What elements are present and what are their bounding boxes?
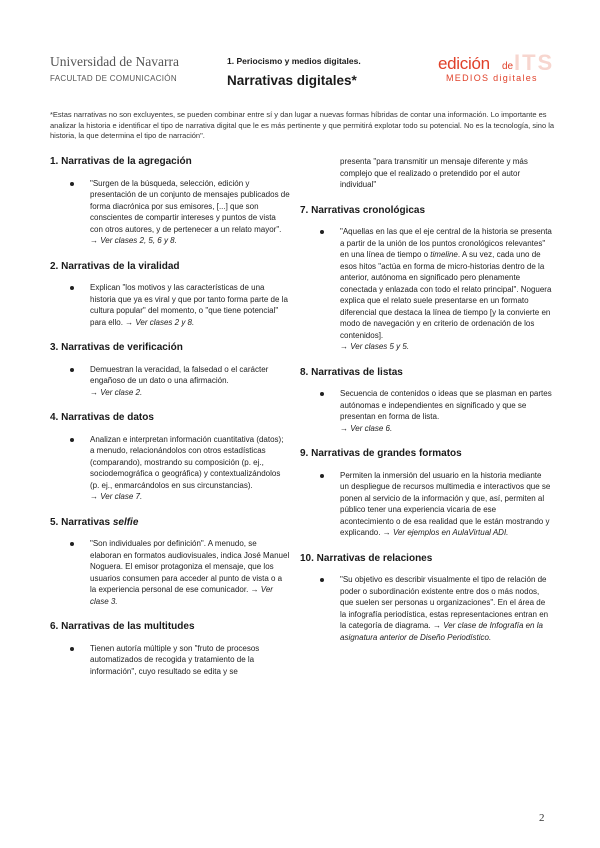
- section-ref: → Ver clases 2, 5, 6 y 8.: [90, 236, 177, 245]
- section-text: Permiten la inmersión del usuario en la historia mediante un despliegue de recursos multimedia e interactivos que se ponen al servicio de la información y que, así, permiten al público tener una experiencia vicaria de ese acontecimiento o de esa realidad que le están mostrando y explicando.: [340, 470, 551, 537]
- section-title-multitudes: 6. Narrativas de las multitudes: [50, 621, 195, 632]
- section-title-verificacion: 3. Narrativas de verificación: [50, 342, 183, 353]
- section-item-relaciones: [300, 574, 552, 643]
- section-title-viralidad: 2. Narrativas de la viralidad: [50, 260, 180, 272]
- section-text: Demuestran la veracidad, la falsedad o el carácter engañoso de un dato o una afirmación.: [90, 364, 269, 385]
- section-item-selfie: [50, 538, 290, 607]
- section-item-grandes-formatos: [300, 470, 552, 539]
- logo-de-text: de: [502, 61, 514, 72]
- section-item-verificacion: [50, 364, 290, 399]
- section-text-b: . A su vez, cada uno de esos hitos "actúa en forma de micro-historias dentro de la anterior, autónoma en significado pero plenamente conectada y enlazada con todo el relato principal". Noguera explica que el relato suele presentarse en un formato diferencial que destaca la línea de tiempo [y la convierte en modo de navegación y en criterio de ordenación de los contenidos].: [340, 250, 552, 340]
- section-ref: → Ver clase 2.: [90, 387, 143, 397]
- section-item-multitudes: [50, 643, 290, 678]
- section-text: Analizan e interpretan información cuantitativa (datos); a menudo, relacionándolos con otros estadísticas (comparando), mostrando su composición (p. ej., sociodemográfica o geográfica) y contextualizándolos (p. ej., enmarcándolos en sus circunstancias).: [90, 434, 284, 490]
- section-title-listas: 8. Narrativas de listas: [300, 366, 403, 378]
- section-ref: → Ver ejemplos en AulaVirtual ADI.: [382, 528, 509, 537]
- section-text: Secuencia de contenidos o ideas que se plasman en partes autónomas e independientes en significado y que se presentan en forma de lista.: [340, 389, 552, 421]
- section-text-a: "Aquellas en las que el eje central de la historia se presenta a partir de la unión de los puntos cronológicos relevantes" en una línea de tiempo o: [340, 227, 552, 259]
- section-title-cronologicas: 7. Narrativas cronológicas: [300, 204, 426, 216]
- logo-sub-text: MEDIOS digitales: [446, 73, 538, 83]
- university-name: Universidad de Navarra: [50, 54, 179, 69]
- section-ref: → Ver clase 6.: [340, 423, 393, 433]
- left-column: [50, 152, 290, 677]
- section-title-relaciones: 10. Narrativas de relaciones: [300, 552, 433, 564]
- section-title-datos: 4. Narrativas de datos: [50, 412, 154, 423]
- logo-main-text: edición: [438, 54, 490, 73]
- section-title-grandes-formatos: 9. Narrativas de grandes formatos: [300, 448, 462, 459]
- intro-note: *Estas narrativas no son excluyentes, se pueden combinar entre sí y dan lugar a nuevas formas híbridas de contar una información. Lo importante es analizar la historia e identificar el tipo de narrativa digital que le es más pertinente y que permitirá explotar todo su potencial. No es la tecnología, sino la historia, la que determina el tipo de narración".: [50, 110, 555, 141]
- section-text: Explican "los motivos y las características de una historia que ya es viral y que por tanto forma parte de la cultura popular" del momento, o "que tiene potencial" para ello.: [90, 283, 288, 327]
- page-header: [50, 52, 560, 94]
- edicion-medios-digitales-logo: [438, 52, 560, 92]
- faculty-name: FACULTAD DE COMUNICACIÓN: [50, 74, 177, 83]
- page-number: 2: [539, 812, 545, 824]
- section-text-continued: presenta "para transmitir un mensaje diferente y más complejo que el realizado o pretendido por el autor individual": [340, 157, 528, 189]
- section-text-timeline: timeline: [430, 250, 458, 259]
- section-item-agregacion: [50, 178, 290, 247]
- section-item-multitudes-continued: [300, 156, 552, 191]
- section-title-italic: selfie: [112, 516, 139, 528]
- section-text: Tienen autoría múltiple y son "fruto de procesos automatizados de recogida y tratamiento de la información", cuyo resultado se edita y se: [90, 643, 260, 676]
- logo-watermark: ITS: [514, 50, 555, 75]
- section-title-prefix: 5. Narrativas: [50, 516, 113, 528]
- page-title: Narrativas digitales*: [227, 73, 357, 88]
- section-text: "Son individuales por definición". A menudo, se elaboran en formatos audiovisuales, indica José Manuel Noguera. El emisor protagoniza el mensaje, que los usuarios consumen para acceder al punto de vista o a la experiencia personal de ese comunicador.: [90, 539, 290, 594]
- section-ref: → Ver clases 2 y 8.: [125, 317, 195, 327]
- section-ref: → Ver clase 3.: [90, 585, 273, 606]
- section-item-listas: [300, 388, 552, 434]
- right-column: [300, 152, 552, 643]
- section-text: "Surgen de la búsqueda, selección, edición y presentación de un conjunto de mensajes publicados de forma diacrónica por sus emisores, [...] que son conscientes de compartir intereses y puntos de vista con otros autores, y de pertenecer a un relato mayor".: [90, 178, 290, 234]
- section-title-agregacion: 1. Narrativas de la agregación: [50, 156, 192, 167]
- section-ref: → Ver clase 7.: [90, 492, 143, 501]
- section-ref: → Ver clase de Infografía en la asignatura anterior de Diseño Periodístico.: [340, 621, 543, 642]
- section-item-cronologicas: [300, 226, 552, 353]
- section-ref: → Ver clases 5 y 5.: [340, 342, 410, 351]
- section-title-selfie: [50, 517, 290, 529]
- section-item-datos: [50, 434, 290, 503]
- course-label: 1. Periocismo y medios digitales.: [227, 56, 361, 66]
- section-item-viralidad: [50, 282, 290, 328]
- section-text: "Su objetivo es describir visualmente el tipo de relación de poder o subordinación existente entre dos o más nodos, que suelen ser personas u organizaciones". En el área de la infografía periodística, estas representaciones entran en la categoría de diagrama.: [340, 575, 549, 630]
